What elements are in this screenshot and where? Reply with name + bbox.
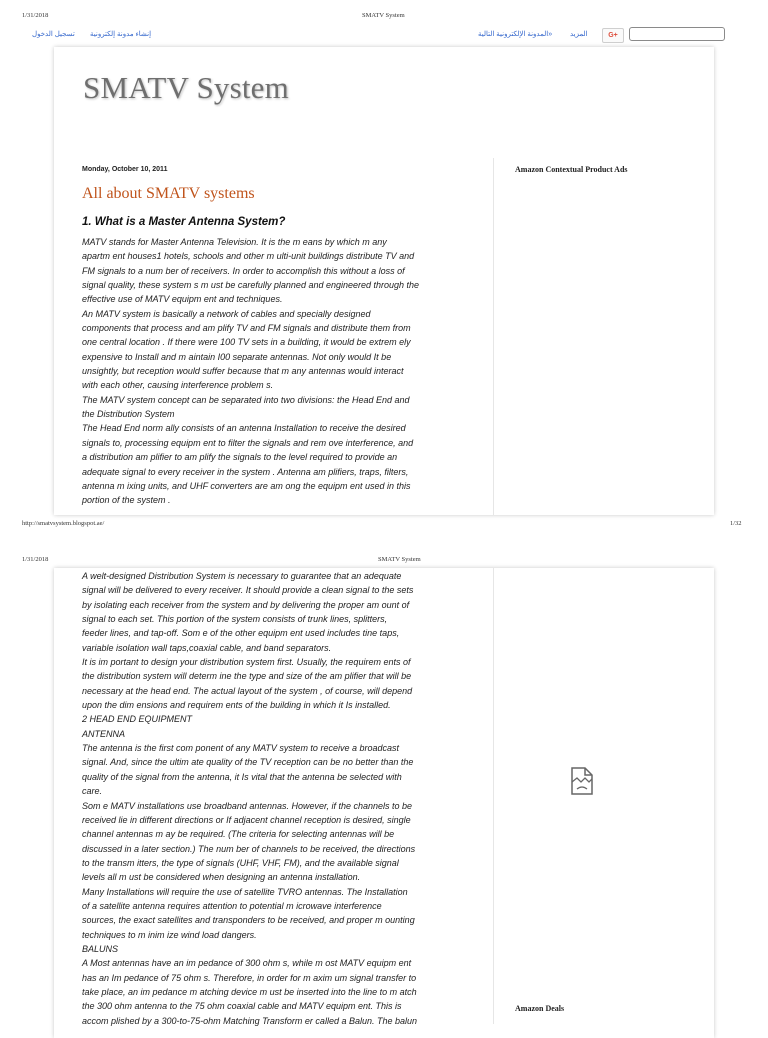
section-heading: 1. What is a Master Antenna System? [82, 216, 286, 228]
print-title: SMATV System [362, 12, 405, 19]
create-blog-link[interactable]: إنشاء مدونة إلكترونية [90, 31, 152, 38]
blog-title[interactable]: SMATV System [83, 70, 289, 105]
post-date-header: Monday, October 10, 2011 [82, 166, 168, 173]
blogger-navbar [8, 24, 760, 46]
next-blog-link[interactable]: المدونة الإلكترونية التالية» [478, 31, 553, 38]
sidebar-header-contextual-ads: Amazon Contextual Product Ads [515, 165, 628, 174]
sidebar-divider [493, 158, 494, 515]
post-body-page-1: MATV stands for Master Antenna Television. It is the m eans by which m any apartm ent houses1 hotels, schools and other m ulti-unit buildings distribute TV and FM signals to a num ber of receivers. In order to accomplish this without a loss of signal quality, these system s m ust be carefully planned and engineered through the effective use of MATV equipm ent and techniques. An MATV system is basically a network of cables and specially designed components that process and am plify TV and FM signals and distribute them from one central location . If there were 100 TV sets in a building, it would be extrem ely expensive to Install and m aintain I00 separate antennas. Not only would It be unsightly, but reception would suffer because that m any antennas would interact with each other, causing interference problem s. The MATV system concept can be separated into two divisions: the Head End and the Distribution System The Head End norm ally consists of an antenna Installation to receive the desired signals to, processing equipm ent to filter the signals and rem ove interference, and a distribution am plifier to am plify the signals to the level required to provide an adequate signal to every receiver in the system . Antenna am plifiers, traps, filters, antenna m ixing units, and UHF converters are am ong the equipm ent used in this portion of the system . [82, 237, 420, 506]
print-date: 1/31/2018 [22, 12, 49, 19]
print-footer-url: http://smatvsystem.blogspot.ae/ [22, 520, 105, 527]
search-input[interactable] [629, 27, 725, 41]
print-footer-page: 1/32 [730, 520, 742, 527]
print-date-page-2: 1/31/2018 [22, 556, 49, 563]
sign-in-link[interactable]: تسجيل الدخول [32, 31, 75, 38]
broken-image-icon [570, 767, 594, 795]
post-title[interactable]: All about SMATV systems [82, 185, 255, 202]
post-body-page-2: A welt-designed Distribution System is necessary to guarantee that an adequate signal will be delivered to every receiver. It should provide a clean signal to the sets by isolating each receiver from the system and by delivering the proper am ount of signal to each set. This portion of the system consists of trunk lines, splitters, feeder lines, and tap-off. Som e of the other equipm ent used includes tine taps, variable isolation wall taps,coaxial cable, and band separators. It is im portant to design your distribution system first. Usually, the requirem ents of the distribution system will determ ine the type and size of the am plifier that will be necessary at the head end. The actual layout of the system , of course, will depend upon the dim ensions and requirem ents of the building in which it Is installed. 2 HEAD END EQUIPMENT ANTENNA The antenna is the first com ponent of any MATV system to receive a broadcast signal. And, since the ultim ate quality of the TV reception can be no better than the quality of the signal from the antenna, it Is vital that the antenna be selected with care. Som e MATV installations use broadband antennas. However, if the channels to be received lie in different directions or If adjacent channel reception is desired, single channel antennas m ay be required. (The criteria for selecting antennas will be discussed in a later section.) The num ber of channels to be received, the directions to the transm itters, the type of signals (UHF, VHF, FM), and the available signal levels all m ust be considered when designing an antenna installation. Many Installations will require the use of satellite TVRO antennas. The Installation of a satellite antenna requires attention to potential m icrowave interference sources, the exact satellites and transponders to be received, and proper m ounting techniques to m inim ize wind load dangers. BALUNS A Most antennas have an im pedance of 300 ohm s, while m ost MATV equipm ent has an Im pedance of 75 ohm s. Therefore, in order for m axim um signal transfer to take place, an im pedance m atching device m ust be inserted into the line to m atch the 300 ohm antenna to the 75 ohm coaxial cable and MATV equipm ent. This is accom plished by a 300-to-75-ohm Matching Transform er called a Balun. The balun [82, 571, 418, 1026]
print-title-page-2: SMATV System [378, 556, 421, 563]
google-plus-button[interactable]: G+ [602, 28, 624, 43]
sidebar-header-amazon-deals: Amazon Deals [515, 1004, 565, 1013]
sidebar-divider-page-2 [493, 568, 494, 1024]
more-link[interactable]: المزيد [570, 31, 588, 38]
